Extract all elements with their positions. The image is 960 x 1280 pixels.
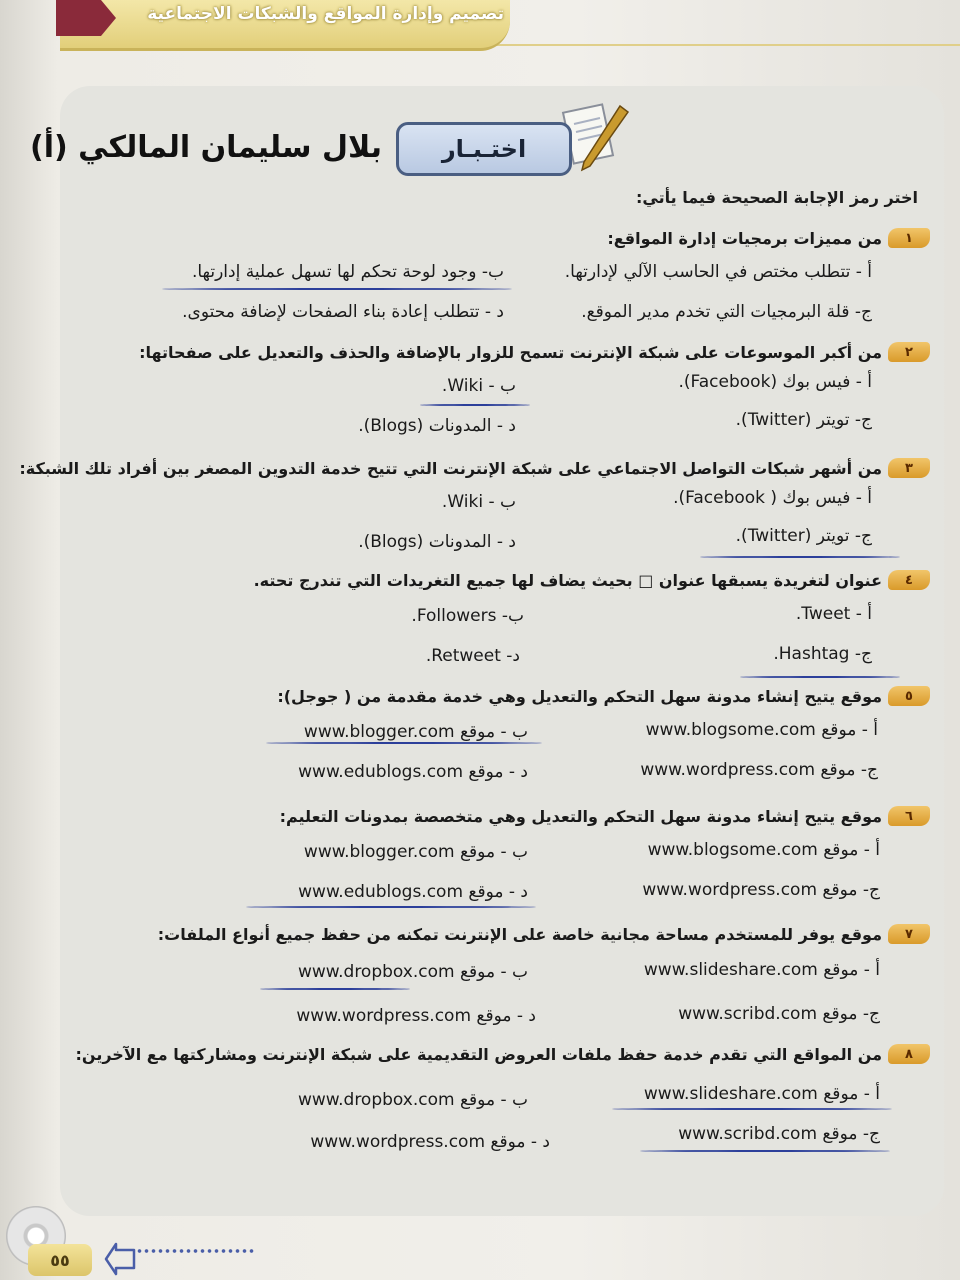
option-b: ب - Wiki.: [441, 492, 516, 512]
option-c: ج- قلة البرمجيات التي تخدم مدير الموقع.: [581, 302, 872, 322]
answer-underline: [612, 1108, 892, 1110]
answer-underline: [640, 1150, 890, 1152]
option-a: أ - موقع www.blogsome.com: [647, 840, 880, 860]
chapter-title: تصميم وإدارة المواقع والشبكات الاجتماعية: [147, 4, 504, 24]
page-number: ٥٥: [28, 1244, 92, 1276]
option-a: أ - فيس بوك ( Facebook).: [673, 488, 872, 508]
answer-underline: [266, 742, 542, 744]
question-7: [158, 924, 930, 944]
instruction-text: اختر رمز الإجابة الصحيحة فيما يأتي:: [636, 188, 918, 207]
option-c: ج- موقع www.scribd.com: [678, 1124, 880, 1144]
question-4: [254, 570, 930, 590]
option-b: ب - Wiki.: [441, 376, 516, 396]
option-d: د - موقع www.edublogs.com: [298, 882, 528, 902]
question-number: ٣: [888, 458, 930, 478]
option-d: د - موقع www.wordpress.com: [310, 1132, 550, 1152]
option-b: ب - موقع www.dropbox.com: [297, 1090, 528, 1110]
option-a: أ - موقع www.blogsome.com: [645, 720, 878, 740]
question-3: [19, 458, 930, 478]
question-text: موقع يوفر للمستخدم مساحة مجانية خاصة على الإنترنت تمكنه من حفظ جميع أنواع الملفات:: [157, 924, 882, 944]
option-a: أ - تتطلب مختص في الحاسب الآلي لإدارتها.: [564, 262, 872, 282]
question-1: [607, 228, 930, 248]
question-text: من المواقع التي تقدم خدمة حفظ ملفات العروض التقديمية على شبكة الإنترنت ومشاركتها مع الآخرين:: [75, 1044, 882, 1064]
option-b: ب - موقع www.blogger.com: [303, 722, 528, 742]
question-number: ٨: [888, 1044, 930, 1064]
option-d: د - موقع www.wordpress.com: [296, 1006, 536, 1026]
answer-underline: [420, 404, 530, 406]
answer-underline: [162, 288, 512, 290]
option-d: د - المدونات (Blogs).: [358, 532, 516, 552]
option-c: ج- Hashtag.: [773, 644, 872, 664]
exam-label: اختـبـار: [396, 122, 572, 176]
question-number: ٥: [888, 686, 930, 706]
option-b: ب- وجود لوحة تحكم لها تسهل عملية إدارتها.: [191, 262, 504, 282]
option-c: ج- تويتر (Twitter).: [735, 526, 872, 546]
option-d: د- Retweet.: [425, 646, 520, 666]
question-number: ٢: [888, 342, 930, 362]
question-number: ٤: [888, 570, 930, 590]
option-d: د - المدونات (Blogs).: [358, 416, 516, 436]
question-5: [277, 686, 930, 706]
option-b: ب- Followers.: [411, 606, 524, 626]
question-text: موقع يتيح إنشاء مدونة سهل التحكم والتعديل وهي متخصصة بمدونات التعليم:: [279, 806, 882, 826]
question-text: من مميزات برمجيات إدارة المواقع:: [607, 228, 882, 248]
question-text: عنوان لتغريدة يسبقها عنوان □ بحيث يضاف لها جميع التغريدات التي تندرج تحته.: [253, 570, 882, 590]
student-name: بلال سليمان المالكي (أ): [30, 130, 383, 165]
option-c: ج- موقع www.scribd.com: [678, 1004, 880, 1024]
option-d: د - تتطلب إعادة بناء الصفحات لإضافة محتوى.: [182, 302, 504, 322]
answer-underline: [700, 556, 900, 558]
question-number: ١: [888, 228, 930, 248]
question-text: موقع يتيح إنشاء مدونة سهل التحكم والتعديل وهي خدمة مقدمة من ( جوجل):: [277, 686, 882, 706]
option-b: ب - موقع www.dropbox.com: [297, 962, 528, 982]
dotted-line: [136, 1248, 256, 1254]
answer-underline: [740, 676, 900, 678]
option-c: ج- تويتر (Twitter).: [735, 410, 872, 430]
option-c: ج- موقع www.wordpress.com: [640, 760, 878, 780]
option-d: د - موقع www.edublogs.com: [298, 762, 528, 782]
question-text: من أكبر الموسوعات على شبكة الإنترنت تسمح للزوار بالإضافة والحذف والتعديل على صفحاتها:: [139, 342, 882, 362]
answer-underline: [246, 906, 536, 908]
answer-underline: [260, 988, 410, 990]
option-b: ب - موقع www.blogger.com: [303, 842, 528, 862]
question-8: [76, 1044, 930, 1064]
arrow-left-icon: [104, 1242, 140, 1276]
question-2: [139, 342, 930, 362]
question-number: ٧: [888, 924, 930, 944]
question-text: من أشهر شبكات التواصل الاجتماعي على شبكة الإنترنت التي تتيح خدمة التدوين المصغر بين أفراد تلك الشبكة:: [19, 458, 882, 478]
question-number: ٦: [888, 806, 930, 826]
option-a: أ - موقع www.slideshare.com: [643, 1084, 880, 1104]
option-a: أ - موقع www.slideshare.com: [643, 960, 880, 980]
option-c: ج- موقع www.wordpress.com: [642, 880, 880, 900]
question-6: [280, 806, 930, 826]
option-a: أ - Tweet.: [795, 604, 872, 624]
option-a: أ - فيس بوك (Facebook).: [678, 372, 872, 392]
